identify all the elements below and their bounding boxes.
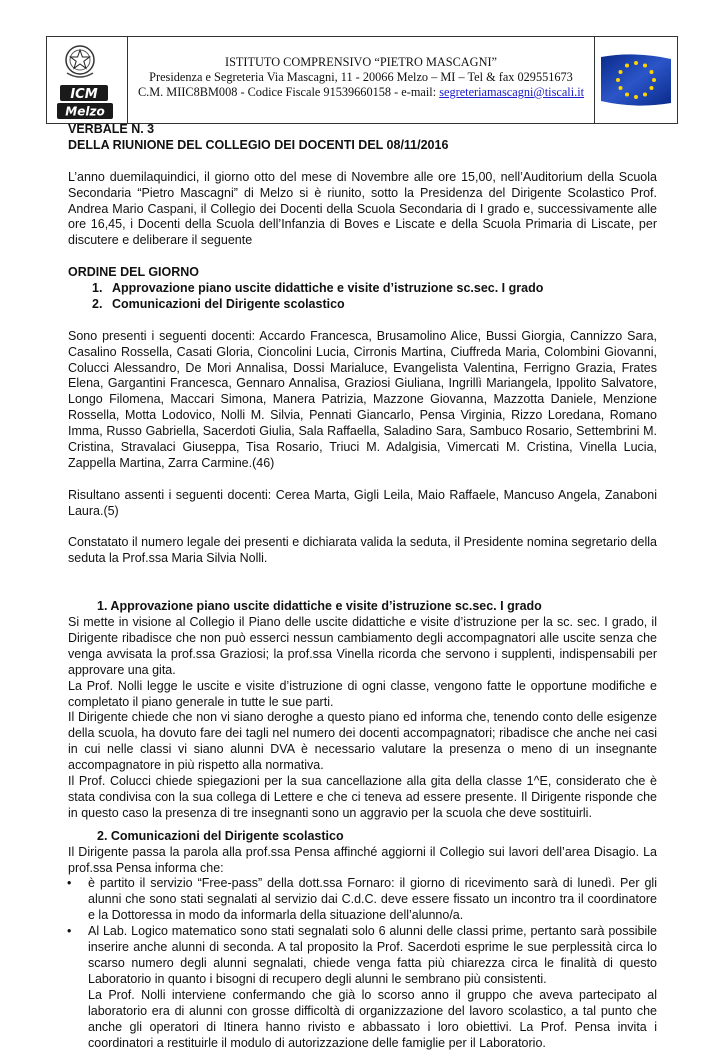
section-2-heading: 2. Comunicazioni del Dirigente scolastico bbox=[97, 828, 344, 843]
school-name: ISTITUTO COMPRENSIVO “PIETRO MASCAGNI” bbox=[224, 55, 497, 69]
eu-flag-icon bbox=[601, 53, 671, 107]
bullet-icon: • bbox=[67, 924, 72, 939]
school-email-link[interactable]: segreteriamascagni@tiscali.it bbox=[439, 85, 585, 99]
agenda-item-2-number: 2. bbox=[92, 296, 103, 311]
section-1-heading: 1. Approvazione piano uscite didattiche e visite d’istruzione sc.sec. I grado bbox=[97, 599, 542, 614]
agenda-title: ORDINE DEL GIORNO bbox=[68, 265, 200, 280]
absent-teachers-paragraph: Risultano assenti i seguenti docenti: Cerea Marta, Gigli Leila, Maio Raffaele, Mancuso Angela, Zanaboni Laura.(5) bbox=[68, 487, 657, 518]
section-1-paragraph: Si mette in visione al Collegio il Piano delle uscite didattiche e visite d’istruzione per la sc. sec. I grado, il Dirigente ribadisce che non può esserci nessun cambiamento degli accompagnatori alle uscite senza che venga avvisata la prof.ssa Graziosi; la prof.ssa Vinella ricorda che servono i supplenti, indispensabili per approvare una gita. bbox=[68, 614, 657, 677]
verbale-number: VERBALE N. 3 bbox=[68, 122, 155, 136]
agenda-item-1 bbox=[68, 281, 657, 297]
icm-logo-icon bbox=[60, 85, 108, 101]
intro-paragraph: L’anno duemilaquindici, il giorno otto del mese di Novembre alle ore 15,00, nell’Auditorium della Scuola Secondaria “Pietro Mascagni” di Melzo si è riunito, sotto la Presidenza del Dirigente Scolastico Prof. Andrea Mario Caspani, il Collegio dei Docenti della Scuola Secondaria di I grado e, successivamente alle ore 16,45, i Docenti della Scuola dell’Infanzia di Boves e Liscate e della Scuola Primaria di Liscate, per discutere e deliberare il seguente bbox=[68, 169, 657, 248]
letterhead-text bbox=[127, 55, 595, 100]
list-item bbox=[68, 924, 657, 988]
present-teachers-paragraph: Sono presenti i seguenti docenti: Accardo Francesca, Brusamolino Alice, Bussi Giorgia, Cannizzo Sara, Casalino Rossella, Casati Gloria, Cioncolini Lucia, Cirronis Martina, Ciuffreda Maria, Colombini Giovanni, Colucci Alessandro, De Mori Annalisa, Dossi Marialuce, Evangelista Valentina, Ferrigno Grazia, Frates Elena, Gargantini Francesca, Gennaro Annalisa, Graziosi Giuliana, Ingrillì Mariangela, Ippolito Salvatore, Longo Filomena, Maccari Simona, Manera Patrizia, Mazzone Giovanna, Mazzotta Daniele, Menzione Rossella, Motta Lodovico, Nolli M. Silvia, Pennati Giancarlo, Pensa Virginia, Rizzo Loredana, Romano Imma, Russo Gabriella, Sacerdoti Giulia, Sala Raffaella, Saladino Sara, Sambuco Rosario, Settembrini M. Cristina, Stravalaci Giuseppa, Tisa Rosario, Triuci M. Adalgisia, Vimercati M. Cristina, Vinella Lucia, Zappella Martina, Zarra Carmine.(46) bbox=[68, 328, 657, 470]
list-item-text: Al Lab. Logico matematico sono stati segnalati solo 6 alunni delle classi prime, pertanto sarà possibile inserire anche alunni di seconda. A tal proposito la Prof. Sacerdoti esprime le sue perplessità circa lo scarso numero degli alunni segnalati, chiede venga fatta più chiarezza circa le finalità di questo Laboratorio in quanto i bisogni di recupero degli alunni le sembrano più consistenti. bbox=[88, 924, 657, 986]
list-item bbox=[68, 876, 657, 924]
list-item-continuation: La Prof. Nolli interviene confermando che già lo scorso anno il gruppo che aveva partecipato al laboratorio era di alunni con grosse difficoltà di organizzazione del lavoro scolastico, a tal punto che anche gli operatori di Itinera hanno rivisto e abbassato i loro obiettivi. La Prof. Pensa invita i coordinatori a restituirle il modulo di autorizzazione delle famiglie per il Laboratorio. bbox=[88, 987, 657, 1050]
document-title: DELLA RIUNIONE DEL COLLEGIO DEI DOCENTI DEL 08/11/2016 bbox=[68, 137, 449, 152]
letterhead bbox=[46, 36, 678, 124]
minutes-document bbox=[68, 122, 657, 1051]
school-codes-text: C.M. MIIC8BM008 - Codice Fiscale 91539660158 - e-mail: bbox=[137, 85, 440, 99]
icm-logo-text: ICM bbox=[70, 87, 98, 101]
section-1-paragraph: Il Dirigente chiede che non vi siano deroghe a questo piano ed informa che, tenendo conto delle esigenze della scuola, ha dovuto fare dei tagli nel numero dei docenti accompagnatori; ribadisce che anche nei casi in cui nelle classi vi siano alunni DVA è necessario valutare la presenza o meno di un insegnante accompagnatore in più rispetto alla normativa. bbox=[68, 710, 657, 773]
italian-republic-emblem-icon bbox=[63, 43, 97, 81]
agenda-item-1-number: 1. bbox=[92, 281, 103, 296]
section-1-paragraph: Il Prof. Colucci chiede spiegazioni per la sua cancellazione alla gita della classe 1^E, considerato che è stata condivisa con la sua collega di Lettere e che ci teneva ad essere presente. Il Dirigente risponde che in questo caso la presenza di tre insegnanti sono un aggravio per la scuola che deve sostituirli. bbox=[68, 774, 657, 820]
agenda-item-2-text: Comunicazioni del Dirigente scolastico bbox=[112, 296, 345, 311]
bullet-icon: • bbox=[67, 876, 72, 891]
quorum-paragraph: Constatato il numero legale dei presenti e dichiarata valida la seduta, il Presidente nomina segretario della seduta la Prof.ssa Maria Silvia Nolli. bbox=[68, 535, 657, 566]
letterhead-right-cell bbox=[594, 37, 677, 123]
section-2-intro: Il Dirigente passa la parola alla prof.ssa Pensa affinché aggiorni il Collegio sui lavori dell’area Disagio. La prof.ssa Pensa informa che: bbox=[68, 844, 657, 875]
agenda-item-2 bbox=[68, 297, 657, 313]
section-1-paragraph: La Prof. Nolli legge le uscite e visite d’istruzione di ogni classe, vengono fatte le opportune modifiche e completato il piano generale in tutte le sue parti. bbox=[68, 678, 657, 709]
melzo-logo-icon bbox=[57, 103, 113, 119]
school-address: Presidenza e Segreteria Via Mascagni, 11 - 20066 Melzo – MI – Tel & fax 029551673 bbox=[149, 70, 573, 84]
letterhead-left-cell bbox=[47, 37, 128, 123]
list-item-text: è partito il servizio “Free-pass” della dott.ssa Fornaro: il giorno di ricevimento sarà di lunedì. Per gli alunni che sono stati segnalati al servizio dai C.d.C. deve essere fissato un incontro tra il coordinatore e la Dottoressa in modo da informarla della situazione dell’alunno/a. bbox=[88, 876, 657, 923]
melzo-logo-text: Melzo bbox=[65, 104, 105, 119]
school-codes bbox=[127, 85, 595, 100]
agenda-item-1-text: Approvazione piano uscite didattiche e visite d’istruzione sc.sec. I grado bbox=[112, 281, 544, 296]
